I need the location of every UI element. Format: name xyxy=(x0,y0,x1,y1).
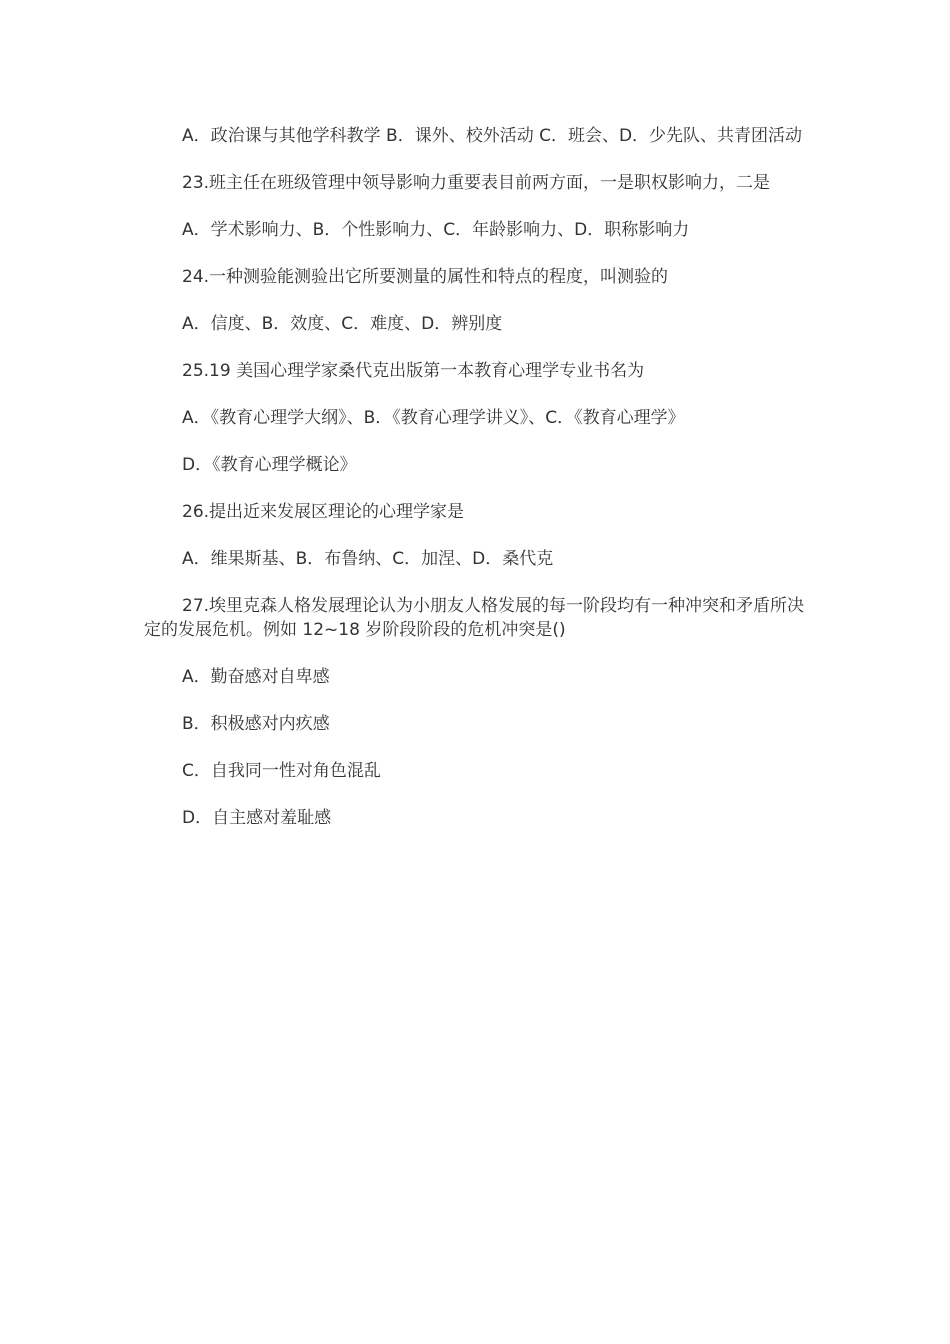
document-page xyxy=(144,124,810,853)
q26-options: A．维果斯基、B．布鲁纳、C．加涅、D．桑代克 xyxy=(182,549,554,569)
q25-option-d: D．《教育心理学概论》 xyxy=(182,455,357,475)
q22-options: A．政治课与其他学科教学 B．课外、校外活动 C．班会、D．少先队、共青团活动 xyxy=(182,126,803,146)
q24-options: A．信度、B．效度、C．难度、D．辨别度 xyxy=(182,314,503,334)
q24-question: 24.一种测验能测验出它所要测量的属性和特点的程度，叫测验的 xyxy=(182,267,669,287)
q26-question: 26.提出近来发展区理论的心理学家是 xyxy=(182,502,465,522)
q27-question: 27.埃里克森人格发展理论认为小朋友人格发展的每一阶段均有一种冲突和矛盾所决定的发展危机。例如 12~18 岁阶段阶段的危机冲突是() xyxy=(144,596,805,640)
q25-options-abc: A．《教育心理学大纲》、B．《教育心理学讲义》、C．《教育心理学》 xyxy=(182,408,685,428)
q23-question: 23.班主任在班级管理中领导影响力重要表目前两方面，一是职权影响力，二是 xyxy=(182,173,771,193)
q23-options: A．学术影响力、B．个性影响力、C．年龄影响力、D．职称影响力 xyxy=(182,220,690,240)
q27-option-b: B．积极感对内疚感 xyxy=(182,714,330,734)
q25-question: 25.19 美国心理学家桑代克出版第一本教育心理学专业书名为 xyxy=(182,361,645,381)
q27-option-c: C．自我同一性对角色混乱 xyxy=(182,761,381,781)
q27-option-d: D．自主感对羞耻感 xyxy=(182,808,332,828)
q27-option-a: A．勤奋感对自卑感 xyxy=(182,667,330,687)
